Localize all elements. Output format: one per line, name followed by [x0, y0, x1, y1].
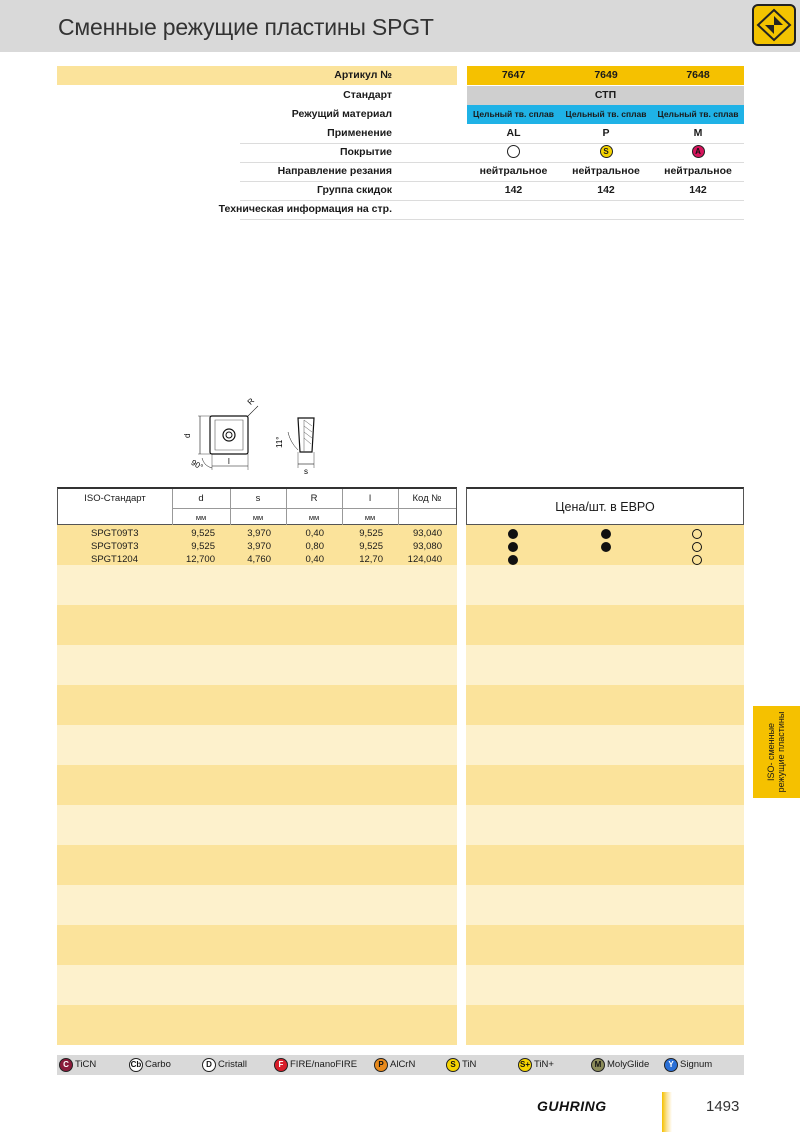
- legend-item: [518, 1058, 554, 1072]
- page-number: 1493: [706, 1098, 740, 1115]
- divider: [172, 508, 456, 509]
- table-band: [57, 605, 457, 645]
- legend-item: [446, 1058, 476, 1072]
- table-band: [57, 845, 457, 885]
- ticn-icon: C: [59, 1058, 73, 1072]
- legend-label: MolyGlide: [607, 1059, 650, 1070]
- article-table-header: [57, 487, 457, 525]
- uncoated-icon: [507, 145, 520, 158]
- page-title: Сменные режущие пластины SPGT: [58, 14, 434, 40]
- iso-cell: SPGT09T3: [91, 541, 139, 552]
- divider: [286, 489, 287, 525]
- application-row: [0, 124, 744, 143]
- price-band: [466, 645, 744, 685]
- section-tab-label: [766, 712, 786, 793]
- col-l: l: [368, 493, 372, 504]
- discount-value: 142: [689, 184, 707, 196]
- footer-accent: [662, 1092, 672, 1132]
- legend-label: TiN+: [534, 1059, 554, 1070]
- l-cell: 12,70: [359, 554, 383, 565]
- col-iso: ISO-Стандарт: [84, 493, 146, 504]
- on-request-mark: [692, 542, 702, 552]
- l-cell: 9,525: [359, 528, 383, 539]
- legend-item: [374, 1058, 415, 1072]
- r-cell: 0,40: [305, 528, 324, 539]
- legend-item: [664, 1058, 712, 1072]
- material-value: Цельный тв. сплав: [652, 105, 744, 124]
- article-row: [0, 66, 744, 85]
- s-cell: 3,970: [247, 541, 271, 552]
- techinfo-row: [0, 200, 744, 219]
- col-code: Код №: [412, 493, 442, 504]
- table-row: [57, 554, 457, 566]
- table-row: [57, 541, 457, 553]
- divider: [172, 489, 173, 525]
- price-band: [466, 965, 744, 1005]
- a-coating-icon: A: [692, 145, 705, 158]
- legend-item: [591, 1058, 649, 1072]
- table-band: [57, 965, 457, 1005]
- price-band: [466, 1005, 744, 1045]
- discount-value: 142: [597, 184, 615, 196]
- divider: [342, 489, 343, 525]
- l-cell: 9,525: [359, 541, 383, 552]
- legend-item: [59, 1058, 96, 1072]
- coating-cell: [467, 143, 560, 162]
- application-value: AL: [506, 127, 521, 139]
- legend-label: Carbo: [145, 1059, 171, 1070]
- table-row: [57, 528, 457, 540]
- coating-cell: [560, 143, 652, 162]
- table-band: [57, 885, 457, 925]
- angle-90-label: 90°: [189, 457, 205, 472]
- available-mark: [601, 542, 611, 552]
- legend-label: Cristall: [218, 1059, 248, 1070]
- price-band: [466, 805, 744, 845]
- article-7648: 7648: [652, 66, 744, 85]
- direction-label: Направление резания: [277, 165, 392, 177]
- dim-r-label: R: [245, 396, 257, 407]
- legend-label: FIRE/nanoFIRE: [290, 1059, 358, 1070]
- application-value: P: [602, 127, 610, 139]
- legend-label: TiN: [462, 1059, 477, 1070]
- price-band: [466, 885, 744, 925]
- coating-legend: [57, 1055, 744, 1075]
- application-value: M: [693, 127, 703, 139]
- standard-row: [0, 86, 744, 105]
- article-7647: 7647: [467, 66, 560, 85]
- d-cell: 12,700: [185, 554, 215, 565]
- price-band: [466, 565, 744, 605]
- table-band: [57, 765, 457, 805]
- s-cell: 3,970: [247, 528, 271, 539]
- col-d: d: [198, 493, 204, 504]
- molyglide-icon: M: [591, 1058, 605, 1072]
- article-7649: 7649: [560, 66, 652, 85]
- legend-item: [202, 1058, 247, 1072]
- table-band: [57, 645, 457, 685]
- fire-icon: F: [274, 1058, 288, 1072]
- s-cell: 4,760: [247, 554, 271, 565]
- price-band: [466, 765, 744, 805]
- legend-label: TiCN: [75, 1059, 97, 1070]
- table-band: [57, 925, 457, 965]
- table-band: [57, 565, 457, 605]
- tin-coating-icon: S: [600, 145, 613, 158]
- code-cell: 124,040: [407, 554, 442, 565]
- direction-value: нейтральное: [664, 165, 732, 177]
- legend-label: AlCrN: [390, 1059, 416, 1070]
- coating-cell: [652, 143, 744, 162]
- article-row-band: [57, 66, 457, 85]
- code-cell: 93,080: [412, 541, 442, 552]
- price-band: [466, 845, 744, 885]
- price-band: [466, 725, 744, 765]
- iso-cell: SPGT1204: [91, 554, 138, 565]
- unit-r: мм: [308, 513, 320, 522]
- r-cell: 0,80: [305, 541, 324, 552]
- available-mark: [508, 555, 518, 565]
- dim-l-label: l: [228, 457, 230, 466]
- discount-value: 142: [504, 184, 523, 196]
- dim-s-label: s: [304, 467, 308, 476]
- d-cell: 9,525: [191, 528, 215, 539]
- price-band: [466, 925, 744, 965]
- iso-cell: SPGT09T3: [91, 528, 139, 539]
- d-cell: 9,525: [191, 541, 215, 552]
- available-mark: [508, 529, 518, 539]
- col-r: R: [310, 493, 318, 504]
- r-cell: 0,40: [305, 554, 324, 565]
- direction-value: нейтральное: [479, 165, 548, 177]
- table-band: [57, 725, 457, 765]
- article-label: Артикул №: [334, 69, 392, 81]
- divider: [230, 489, 231, 525]
- price-title: Цена/шт. в ЕВРО: [555, 500, 655, 514]
- standard-label: Стандарт: [343, 89, 392, 101]
- direction-value: нейтральное: [572, 165, 640, 177]
- legend-item: [274, 1058, 357, 1072]
- alcrn-icon: P: [374, 1058, 388, 1072]
- application-label: Применение: [327, 127, 392, 139]
- table-band: [57, 685, 457, 725]
- material-value: Цельный тв. сплав: [560, 105, 652, 124]
- price-band: [466, 685, 744, 725]
- material-row: [0, 105, 744, 124]
- section-tab-line2: режущие пластины: [776, 711, 786, 793]
- material-value: Цельный тв. сплав: [467, 105, 560, 124]
- unit-s: мм: [252, 513, 264, 522]
- legend-item: [129, 1058, 171, 1072]
- col-s: s: [255, 493, 261, 504]
- brand-logo-icon: [752, 4, 796, 46]
- dim-d-label: d: [183, 433, 192, 438]
- material-label: Режущий материал: [291, 108, 392, 120]
- available-mark: [601, 529, 611, 539]
- legend-label: Signum: [680, 1059, 713, 1070]
- angle-11-label: 11°: [275, 436, 284, 448]
- divider: [240, 219, 744, 220]
- discount-row: [0, 181, 744, 200]
- direction-row: [0, 162, 744, 181]
- coating-row: [0, 143, 744, 162]
- insert-drawing: [180, 392, 350, 477]
- divider: [398, 489, 399, 525]
- coating-label: Покрытие: [339, 146, 392, 158]
- on-request-mark: [692, 555, 702, 565]
- discount-label: Группа скидок: [317, 184, 392, 196]
- on-request-mark: [692, 529, 702, 539]
- cristall-icon: D: [202, 1058, 216, 1072]
- section-tab-line1: ISO- сменные: [766, 722, 776, 782]
- brand-name: GUHRING: [537, 1098, 607, 1114]
- code-cell: 93,040: [412, 528, 442, 539]
- table-band: [57, 805, 457, 845]
- unit-d: мм: [195, 513, 207, 522]
- table-band: [57, 1005, 457, 1045]
- carbo-icon: Cb: [129, 1058, 143, 1072]
- price-band: [466, 605, 744, 645]
- unit-l: мм: [364, 513, 376, 522]
- tin-plus-icon: S+: [518, 1058, 532, 1072]
- price-header: [466, 487, 744, 525]
- section-tab[interactable]: [753, 706, 800, 798]
- techinfo-label: Техническая информация на стр.: [218, 203, 392, 215]
- signum-icon: Y: [664, 1058, 678, 1072]
- standard-value: СТП: [467, 86, 744, 105]
- available-mark: [508, 542, 518, 552]
- tin-icon: S: [446, 1058, 460, 1072]
